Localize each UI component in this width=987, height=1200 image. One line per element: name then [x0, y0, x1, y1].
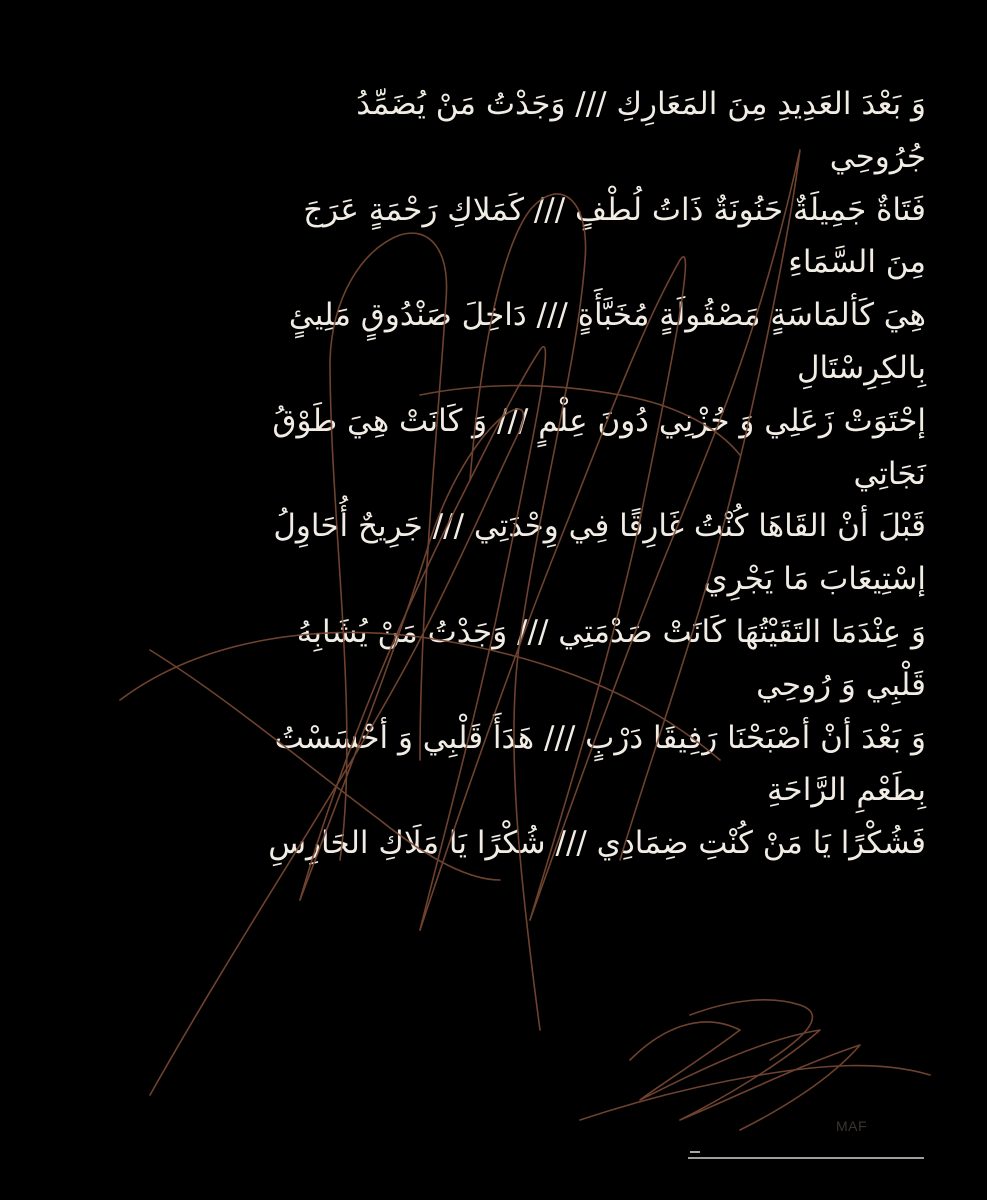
poem-line: وَ بَعْدَ العَدِيدِ مِنَ المَعَارِكِ /// وَجَدْتُ مَنْ يُضَمِّدُ: [356, 86, 926, 122]
poem-line: إحْتَوَتْ زَعَلِي وَ حُزْنِي دُونَ عِلْمٍ /// وَ كَانَتْ هِيَ طَوْقُ: [272, 402, 926, 439]
poem-line: وَ عِنْدَمَا التَقَيْتُهَا كَانَتْ صَدْمَتِي /// وَجَدْتُ مَنْ يُشَابِهُ: [296, 613, 926, 650]
signature-stroke: [580, 1066, 930, 1120]
poem-line: فَشُكْرًا يَا مَنْ كُنْتِ ضِمَادِي /// شُكْرًا يَا مَلَاكِ الحَارِسِ: [268, 825, 926, 862]
poem-line: وَ بَعْدَ أنْ أصْبَحْنَا رَفِيقَا دَرْبٍ /// هَدَأَ قَلْبِي وَ أحْسَسْتُ: [274, 719, 926, 756]
poem-line: جُرُوحِي: [829, 138, 926, 175]
poem-text: [96, 78, 926, 870]
signature-stroke: [690, 1000, 812, 1060]
poem-line: هِيَ كَألمَاسَةٍ مَصْقُولَةٍ مُخَبَّأَةٍ /// دَاخِلَ صَنْدُوقٍ مَلِيئٍ: [288, 297, 926, 334]
poem-line: فَتَاةٌ جَمِيلَةٌ حَنُونَةٌ ذَاتُ لُطْفٍ /// كَمَلاكِ رَحْمَةٍ عَرَجَ: [303, 191, 926, 228]
signature-stroke: [630, 1022, 860, 1130]
signature-line: [686, 1146, 926, 1162]
poem-line: إسْتِيعَابَ مَا يَجْرِي: [703, 561, 926, 598]
poem-line: بِطَعْمِ الرَّاحَةِ: [766, 772, 926, 809]
poem-line: نَجَاتِي: [853, 455, 926, 492]
poem-line: مِنَ السَّمَاءِ: [788, 244, 926, 281]
poem-line: قَلْبِي وَ رُوحِي: [756, 666, 926, 703]
signature-initials: MAF: [836, 1118, 868, 1134]
poem-line: قَبْلَ أنْ القَاهَا كُنْتُ غَارِقًا فِي وِحْدَتِي /// جَرِيحٌ أُحَاوِلُ: [273, 508, 926, 545]
poem-line: بِالكِرِسْتَالِ: [796, 349, 926, 386]
